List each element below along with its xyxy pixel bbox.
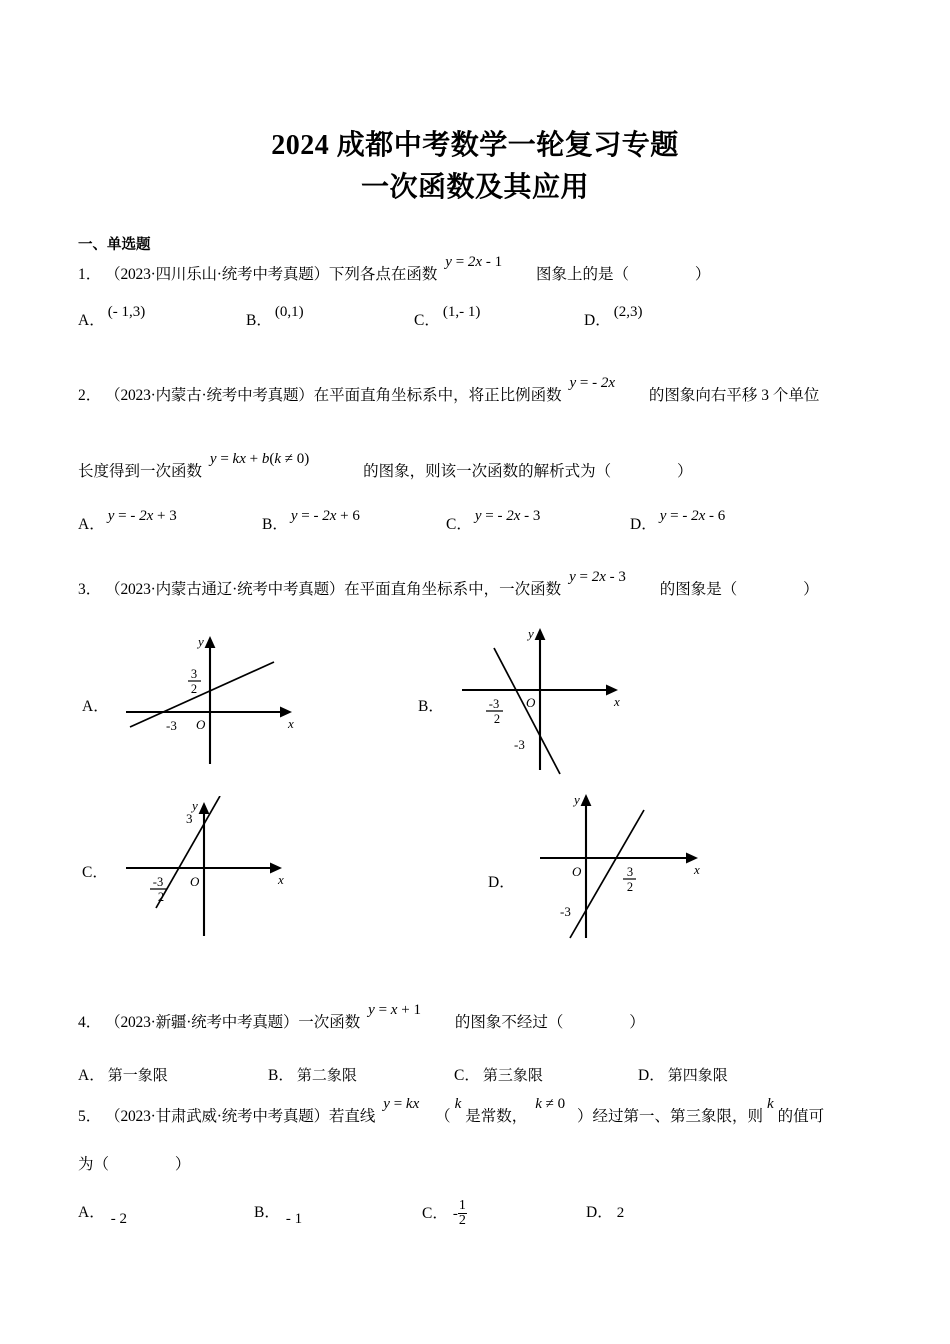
origin-label: O xyxy=(196,717,206,732)
section-heading: 一、单选题 xyxy=(78,237,151,253)
option-label: A． xyxy=(78,1067,105,1084)
option-label: A． xyxy=(78,516,105,533)
option-value: 第二象限 xyxy=(296,1068,357,1084)
question-3-number: 3． xyxy=(78,581,102,598)
question-5-text-after: 的值可 xyxy=(777,1108,825,1125)
question-2-option-d[interactable] xyxy=(630,508,726,534)
question-3-text-after: 的图象是（ xyxy=(659,581,738,598)
question-5-options xyxy=(78,1200,878,1234)
option-label: B． xyxy=(268,1067,294,1084)
x-intercept-denominator: 2 xyxy=(626,880,634,894)
option-label: C． xyxy=(454,1067,480,1084)
x-axis-label: x xyxy=(288,716,294,731)
option-label: D． xyxy=(586,1204,613,1221)
question-1-option-c[interactable] xyxy=(414,304,481,330)
x-axis-label: x xyxy=(694,862,700,877)
question-5-text-mid-2: 是常数， xyxy=(465,1108,528,1125)
question-3-stem xyxy=(78,569,819,602)
origin-label: O xyxy=(526,695,536,710)
question-1-options xyxy=(78,304,878,342)
origin-label: O xyxy=(190,874,200,889)
question-4-text-after: 的图象不经过（ xyxy=(454,1014,564,1031)
option-label: C． xyxy=(414,312,440,329)
question-5-stem-line-1 xyxy=(78,1096,825,1129)
question-4-stem xyxy=(78,1002,645,1035)
question-2-line2-before: 长度得到一次函数 xyxy=(78,463,203,480)
question-3-option-a[interactable] xyxy=(82,632,332,782)
y-axis-label: y xyxy=(192,798,198,813)
option-value: y = - 2x + 3 xyxy=(107,508,177,524)
question-5-text-mid-1: （ xyxy=(435,1108,451,1125)
option-label: D． xyxy=(584,312,611,329)
question-2-option-a[interactable] xyxy=(78,508,177,534)
question-2-line2-formula: y = kx + b(k ≠ 0) xyxy=(209,451,310,467)
option-label: B． xyxy=(246,312,272,329)
x-intercept-numerator: 3 xyxy=(626,865,634,879)
question-3-option-b[interactable] xyxy=(418,622,668,787)
graph-a-canvas xyxy=(112,632,312,782)
y-intercept-label: -3 xyxy=(514,737,525,752)
question-1-stem xyxy=(78,254,711,287)
option-label: B． xyxy=(254,1204,280,1221)
question-2-option-b[interactable] xyxy=(262,508,360,534)
y-intercept-label: -3 xyxy=(560,904,571,919)
question-2-number: 2． xyxy=(78,387,102,404)
question-1-formula: y = 2x - 1 xyxy=(445,254,503,270)
question-3-option-d[interactable] xyxy=(488,790,738,950)
y-intercept-numerator: 3 xyxy=(190,667,198,681)
option-label: D． xyxy=(630,516,657,533)
option-label: C． xyxy=(422,1205,448,1223)
y-axis-label: y xyxy=(574,792,580,807)
question-5-option-b[interactable] xyxy=(254,1200,303,1227)
option-value: (2,3) xyxy=(613,304,643,320)
question-3-option-c[interactable] xyxy=(82,796,332,946)
x-intercept-numerator: -3 xyxy=(488,697,500,711)
question-4-option-a[interactable] xyxy=(78,1063,168,1085)
option-label: D． xyxy=(488,874,515,891)
question-3-formula: y = 2x - 3 xyxy=(569,569,626,585)
option-label: A． xyxy=(78,1204,105,1221)
question-2-options xyxy=(78,508,878,546)
question-2-stem-line-1 xyxy=(78,375,820,408)
y-axis-label: y xyxy=(198,634,204,649)
question-4-formula: y = x + 1 xyxy=(368,1002,421,1018)
y-axis-label: y xyxy=(528,626,534,641)
question-5-var-k-1: k xyxy=(454,1096,462,1112)
question-1-text-after: 图象上的是（ xyxy=(535,266,629,283)
question-5-option-a[interactable] xyxy=(78,1200,127,1227)
question-5-option-c[interactable] xyxy=(422,1200,467,1230)
question-5-text-mid-3: ）经过第一、第三象限，则 xyxy=(576,1108,763,1125)
option-value: y = - 2x - 6 xyxy=(659,508,726,524)
page-title-line-2: 一次函数及其应用 xyxy=(360,172,589,203)
option-label: B． xyxy=(262,516,288,533)
question-2-stem-line-2 xyxy=(78,451,693,484)
option-value: 2 xyxy=(616,1205,625,1221)
question-2-text-before: 在平面直角坐标系中，将正比例函数 xyxy=(313,387,562,404)
question-1-text-before: 下列各点在函数 xyxy=(328,266,438,283)
x-axis-label: x xyxy=(278,872,284,887)
option-label: A． xyxy=(78,312,105,329)
question-5-option-d[interactable] xyxy=(586,1200,624,1222)
question-4-option-d[interactable] xyxy=(638,1063,728,1085)
question-4-option-c[interactable] xyxy=(454,1063,543,1085)
option-label: C． xyxy=(82,864,108,881)
question-4-text-before: 一次函数 xyxy=(298,1014,361,1031)
question-4-options xyxy=(78,1063,878,1097)
option-value: (- 1,3) xyxy=(107,304,146,320)
question-1-option-a[interactable] xyxy=(78,304,146,330)
y-intercept-denominator: 2 xyxy=(190,682,198,696)
graph-d-canvas xyxy=(518,790,718,950)
graph-b-canvas xyxy=(448,622,648,787)
origin-label: O xyxy=(572,864,582,879)
question-5-paren-close: ） xyxy=(174,1156,191,1173)
question-1-source: （2023·四川乐山·统考中考真题） xyxy=(105,266,329,283)
question-2-source: （2023·内蒙古·统考中考真题） xyxy=(105,387,314,404)
question-2-line2-after: 的图象，则该一次函数的解析式为（ xyxy=(363,463,612,480)
question-3-paren-close: ） xyxy=(803,581,819,598)
question-4-number: 4． xyxy=(78,1014,102,1031)
question-3-text-before: 在平面直角坐标系中，一次函数 xyxy=(344,581,562,598)
x-intercept-label: -3 xyxy=(166,718,177,733)
question-5-formula: y = kx xyxy=(383,1096,420,1112)
x-intercept-denominator: 2 xyxy=(493,712,501,726)
option-value: - $\frac{1}{2}$ xyxy=(452,1198,466,1229)
question-5-stem-line-2 xyxy=(78,1153,190,1176)
question-5-line2: 为（ xyxy=(78,1156,110,1173)
question-2-formula: y = - 2x xyxy=(569,375,616,391)
question-1-option-b[interactable] xyxy=(246,304,304,330)
question-2-text-after: 的图象向右平移 3 个单位 xyxy=(648,387,820,404)
option-label: D． xyxy=(638,1067,665,1084)
option-value: - 2 xyxy=(110,1211,127,1227)
graph-c-canvas xyxy=(112,796,312,946)
option-value: y = - 2x - 3 xyxy=(474,508,541,524)
x-intercept-denominator: 2 xyxy=(157,890,165,904)
question-4-paren-close: ） xyxy=(629,1014,645,1031)
x-axis-label: x xyxy=(614,694,620,709)
question-5-var-k-2: k xyxy=(766,1096,774,1112)
question-5-condition-k: k ≠ 0 xyxy=(535,1096,566,1112)
question-1-paren-close: ） xyxy=(694,266,711,283)
question-5-source: （2023·甘肃武威·统考中考真题） xyxy=(105,1108,329,1125)
page-title-line-1: 2024 成都中考数学一轮复习专题 xyxy=(271,130,679,161)
question-5-text-before: 若直线 xyxy=(328,1108,376,1125)
option-value: 第一象限 xyxy=(107,1068,168,1084)
question-5-number: 5． xyxy=(78,1108,102,1125)
question-4-source: （2023·新疆·统考中考真题） xyxy=(105,1014,299,1031)
option-value: y = - 2x + 6 xyxy=(290,508,360,524)
option-label: B． xyxy=(418,698,444,715)
option-value: - 1 xyxy=(285,1211,303,1227)
option-value: (1,- 1) xyxy=(442,304,481,320)
option-value: 第三象限 xyxy=(482,1068,543,1084)
option-label: C． xyxy=(446,516,472,533)
question-2-option-c[interactable] xyxy=(446,508,541,534)
option-value: (0,1) xyxy=(274,304,304,320)
question-3-source: （2023·内蒙古通辽·统考中考真题） xyxy=(105,581,345,598)
question-2-paren-close: ） xyxy=(677,463,693,480)
y-intercept-label: 3 xyxy=(186,811,193,826)
option-label: A． xyxy=(82,698,109,715)
question-1-option-d[interactable] xyxy=(584,304,643,330)
question-1-number: 1． xyxy=(78,266,102,283)
question-4-option-b[interactable] xyxy=(268,1063,357,1085)
x-intercept-numerator: -3 xyxy=(152,875,164,889)
option-value: 第四象限 xyxy=(667,1068,728,1084)
